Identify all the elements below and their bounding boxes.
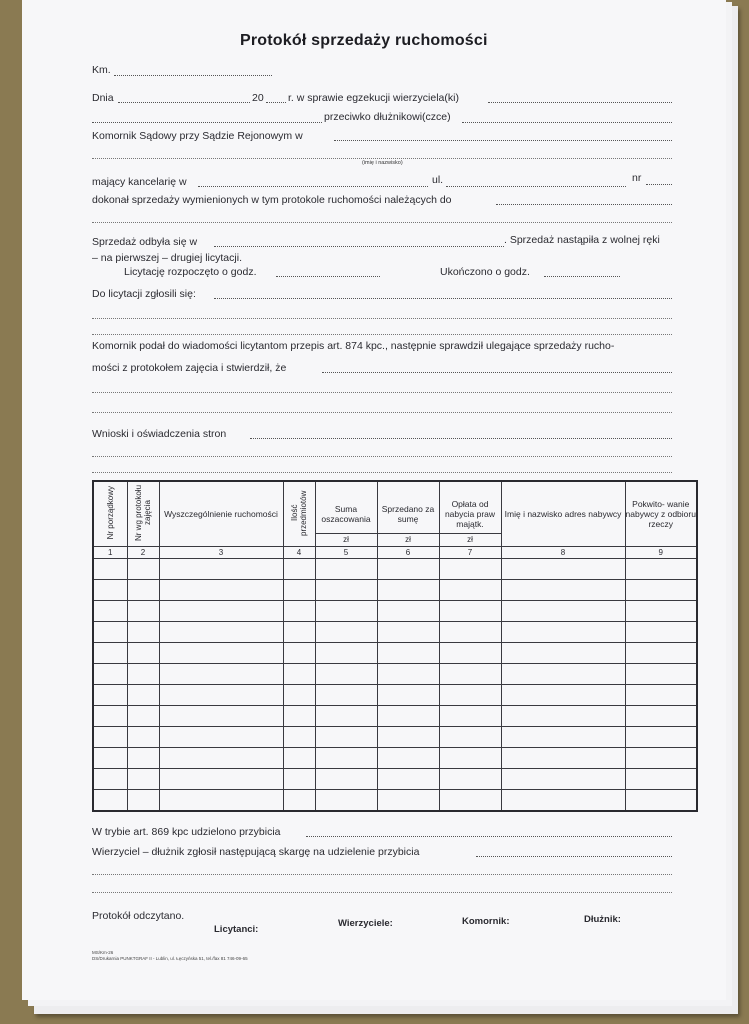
sale-text: dokonał sprzedaży wymienionych w tym protokole ruchomości należących do xyxy=(92,194,452,206)
column-header-label: Sprzedano za sumę xyxy=(381,504,435,524)
column-header-label: Nr porządkowy xyxy=(105,486,115,540)
sign-bidders: Licytanci: xyxy=(214,924,259,935)
column-number: 3 xyxy=(159,547,283,559)
column-header-4 xyxy=(283,481,315,547)
column-header-label: Ilość przedmiotów xyxy=(290,490,308,536)
table-cell[interactable] xyxy=(283,559,315,580)
table-cell[interactable] xyxy=(159,643,283,664)
table-cell[interactable] xyxy=(159,664,283,685)
auction-text: – na pierwszej – drugiej licytacji. xyxy=(92,252,242,264)
motions-line-2[interactable] xyxy=(92,456,672,457)
table-row xyxy=(93,706,697,727)
complaint-field[interactable] xyxy=(476,856,672,857)
column-header-7 xyxy=(439,481,501,547)
column-header-8 xyxy=(501,481,625,547)
table-cell[interactable] xyxy=(377,601,439,622)
table-cell[interactable] xyxy=(625,769,697,790)
complaint-line-2[interactable] xyxy=(92,874,672,875)
table-cell[interactable] xyxy=(127,643,159,664)
place-field[interactable] xyxy=(214,246,504,247)
table-cell[interactable] xyxy=(315,790,377,812)
table-cell[interactable] xyxy=(127,727,159,748)
table-row xyxy=(93,748,697,769)
column-header-1 xyxy=(93,481,127,547)
table-cell[interactable] xyxy=(93,769,127,790)
column-header-label: Nr wg protokołu zajęcia xyxy=(134,484,152,542)
table-cell[interactable] xyxy=(315,769,377,790)
table-cell[interactable] xyxy=(283,769,315,790)
owner-line-2[interactable] xyxy=(92,222,672,223)
table-cell[interactable] xyxy=(159,748,283,769)
column-number: 9 xyxy=(625,547,697,559)
table-cell[interactable] xyxy=(93,664,127,685)
debtor-text: przeciwko dłużnikowi(czce) xyxy=(324,111,451,123)
table-cell[interactable] xyxy=(501,769,625,790)
table-row xyxy=(93,559,697,580)
table-cell[interactable] xyxy=(127,664,159,685)
place-text: Sprzedaż odbyła się w xyxy=(92,236,198,248)
table-cell[interactable] xyxy=(501,790,625,812)
table-cell[interactable] xyxy=(315,706,377,727)
table-row xyxy=(93,790,697,812)
table-cell[interactable] xyxy=(501,559,625,580)
year-field[interactable] xyxy=(266,102,286,103)
table-cell[interactable] xyxy=(377,685,439,706)
table-cell[interactable] xyxy=(283,790,315,812)
table-cell[interactable] xyxy=(625,664,697,685)
motions-field[interactable] xyxy=(250,438,672,439)
table-cell[interactable] xyxy=(159,685,283,706)
table-cell[interactable] xyxy=(127,601,159,622)
bidders-line-3[interactable] xyxy=(92,334,672,335)
table-cell[interactable] xyxy=(127,622,159,643)
table-cell[interactable] xyxy=(377,664,439,685)
office-text: mający kancelarię w xyxy=(92,176,187,188)
table-cell[interactable] xyxy=(283,580,315,601)
table-cell[interactable] xyxy=(315,748,377,769)
debtor-field[interactable] xyxy=(462,122,672,123)
sign-bailiff: Komornik: xyxy=(462,916,510,927)
column-header-label: Imię i nazwisko adres nabywcy xyxy=(504,509,622,519)
table-cell[interactable] xyxy=(501,601,625,622)
table-cell[interactable] xyxy=(377,748,439,769)
table-cell[interactable] xyxy=(315,643,377,664)
table-cell[interactable] xyxy=(283,706,315,727)
column-number: 6 xyxy=(377,547,439,559)
table-cell[interactable] xyxy=(625,727,697,748)
table-cell[interactable] xyxy=(127,790,159,812)
table-cell[interactable] xyxy=(501,727,625,748)
table-cell[interactable] xyxy=(501,643,625,664)
table-row xyxy=(93,580,697,601)
table-cell[interactable] xyxy=(439,769,501,790)
table-cell[interactable] xyxy=(377,727,439,748)
notice-field[interactable] xyxy=(322,372,672,373)
km-label: Km. xyxy=(92,64,111,76)
table-cell[interactable] xyxy=(439,622,501,643)
table-cell[interactable] xyxy=(315,664,377,685)
table-cell[interactable] xyxy=(93,748,127,769)
year-prefix: 20 xyxy=(252,92,264,104)
table-cell[interactable] xyxy=(159,706,283,727)
column-number: 4 xyxy=(283,547,315,559)
table-cell[interactable] xyxy=(439,790,501,812)
column-unit: zł xyxy=(378,533,439,546)
award-field[interactable] xyxy=(306,836,672,837)
motions-text: Wnioski i oświadczenia stron xyxy=(92,428,227,440)
complaint-text: Wierzyciel – dłużnik zgłosił następującą skargę na udzielenie przybicia xyxy=(92,846,420,858)
table-cell[interactable] xyxy=(377,769,439,790)
read-text: Protokół odczytano. xyxy=(92,910,185,922)
footer-code: MS/Km-26 xyxy=(92,950,114,955)
form-title: Protokół sprzedaży ruchomości xyxy=(240,32,488,49)
award-text: W trybie art. 869 kpc udzielono przybicia xyxy=(92,826,281,838)
table-row xyxy=(93,769,697,790)
date-field[interactable] xyxy=(118,102,250,103)
table-cell[interactable] xyxy=(159,622,283,643)
table-cell[interactable] xyxy=(283,727,315,748)
table-cell[interactable] xyxy=(283,664,315,685)
table-cell[interactable] xyxy=(625,559,697,580)
column-header-9 xyxy=(625,481,697,547)
table-cell[interactable] xyxy=(439,664,501,685)
table-cell[interactable] xyxy=(439,685,501,706)
notice-line-2[interactable] xyxy=(92,392,672,393)
table-cell[interactable] xyxy=(283,601,315,622)
table-cell[interactable] xyxy=(93,559,127,580)
table-row xyxy=(93,643,697,664)
table-cell[interactable] xyxy=(439,748,501,769)
column-header-6 xyxy=(377,481,439,547)
auction-start-label: Licytację rozpoczęto o godz. xyxy=(124,266,257,278)
table-cell[interactable] xyxy=(127,706,159,727)
table-cell[interactable] xyxy=(283,685,315,706)
column-number: 1 xyxy=(93,547,127,559)
table-cell[interactable] xyxy=(315,727,377,748)
notice-text-2: mości z protokołem zajęcia i stwierdził, że xyxy=(92,362,287,374)
table-cell[interactable] xyxy=(625,706,697,727)
owner-field[interactable] xyxy=(496,204,672,205)
table-cell[interactable] xyxy=(315,685,377,706)
bidders-text: Do licytacji zgłosili się: xyxy=(92,288,196,300)
table-cell[interactable] xyxy=(127,769,159,790)
table-row xyxy=(93,727,697,748)
column-header-label: Suma oszacowania xyxy=(321,504,371,524)
table-cell[interactable] xyxy=(93,622,127,643)
table-cell[interactable] xyxy=(501,664,625,685)
case-text: r. w sprawie egzekucji wierzyciela(ki) xyxy=(288,92,459,104)
table-cell[interactable] xyxy=(93,685,127,706)
table-cell[interactable] xyxy=(439,727,501,748)
office-field[interactable] xyxy=(198,186,428,187)
table-row xyxy=(93,622,697,643)
table-cell[interactable] xyxy=(159,559,283,580)
table-cell[interactable] xyxy=(315,601,377,622)
column-header-2 xyxy=(127,481,159,547)
free-hand-text: . Sprzedaż nastąpiła z wolnej ręki xyxy=(504,234,660,246)
table-cell[interactable] xyxy=(127,748,159,769)
table-cell[interactable] xyxy=(377,790,439,812)
complaint-line-3[interactable] xyxy=(92,892,672,893)
sign-debtor: Dłużnik: xyxy=(584,914,621,925)
table-cell[interactable] xyxy=(439,580,501,601)
table-cell[interactable] xyxy=(93,601,127,622)
table-cell[interactable] xyxy=(377,706,439,727)
bidders-field[interactable] xyxy=(214,298,672,299)
table-cell[interactable] xyxy=(159,727,283,748)
column-number: 8 xyxy=(501,547,625,559)
bidders-line-2[interactable] xyxy=(92,318,672,319)
table-number-row xyxy=(93,547,697,559)
bailiff-name-line[interactable] xyxy=(92,158,672,159)
date-label: Dnia xyxy=(92,92,114,104)
table-cell[interactable] xyxy=(315,559,377,580)
table-cell[interactable] xyxy=(439,559,501,580)
column-unit: zł xyxy=(440,533,501,546)
table-cell[interactable] xyxy=(93,580,127,601)
creditor-field-2[interactable] xyxy=(92,122,322,123)
table-row xyxy=(93,601,697,622)
table-cell[interactable] xyxy=(625,685,697,706)
name-hint: (imię i nazwisko) xyxy=(362,160,403,166)
table-cell[interactable] xyxy=(501,580,625,601)
table-header-row xyxy=(93,481,697,547)
table-cell[interactable] xyxy=(377,580,439,601)
column-number: 5 xyxy=(315,547,377,559)
table-cell[interactable] xyxy=(93,643,127,664)
table-cell[interactable] xyxy=(501,622,625,643)
column-header-3 xyxy=(159,481,283,547)
creditor-field[interactable] xyxy=(488,102,672,103)
auction-end-label: Ukończono o godz. xyxy=(440,266,530,278)
number-field[interactable] xyxy=(646,184,672,185)
table-cell[interactable] xyxy=(625,643,697,664)
table-cell[interactable] xyxy=(625,601,697,622)
table-cell[interactable] xyxy=(127,580,159,601)
table-cell[interactable] xyxy=(159,790,283,812)
table-cell[interactable] xyxy=(501,685,625,706)
notice-line-3[interactable] xyxy=(92,412,672,413)
column-unit: zł xyxy=(316,533,377,546)
table-row xyxy=(93,685,697,706)
sign-creditors: Wierzyciele: xyxy=(338,918,393,929)
table-cell[interactable] xyxy=(625,748,697,769)
table-cell[interactable] xyxy=(377,643,439,664)
table-cell[interactable] xyxy=(315,622,377,643)
table-cell[interactable] xyxy=(439,601,501,622)
street-label: ul. xyxy=(432,174,444,186)
km-field[interactable] xyxy=(114,75,272,76)
table-cell[interactable] xyxy=(439,706,501,727)
footer-printer: DS/Drukarnia PUNKTGRAF II - Lublin, ul. Łęczyńska 51, tel./fax 81 746-09-65 xyxy=(92,956,248,961)
table-cell[interactable] xyxy=(283,622,315,643)
motions-line-3[interactable] xyxy=(92,472,672,473)
form-sheet xyxy=(22,0,726,1000)
column-header-label: Opłata od nabycia praw majątk. xyxy=(444,499,496,529)
table-cell[interactable] xyxy=(159,580,283,601)
auction-end-field[interactable] xyxy=(544,276,620,277)
table-cell[interactable] xyxy=(93,706,127,727)
table-cell[interactable] xyxy=(377,559,439,580)
column-number: 2 xyxy=(127,547,159,559)
column-header-label: Pokwito- wanie nabywcy z odbioru rzeczy xyxy=(625,499,696,529)
table-cell[interactable] xyxy=(159,769,283,790)
table-cell[interactable] xyxy=(283,643,315,664)
table-cell[interactable] xyxy=(625,622,697,643)
notice-text-1: Komornik podał do wiadomości licytantom przepis art. 874 kpc., następnie sprawdził ulegające sprzedaży rucho- xyxy=(92,340,615,352)
table-cell[interactable] xyxy=(93,790,127,812)
table-cell[interactable] xyxy=(501,748,625,769)
table-cell[interactable] xyxy=(93,727,127,748)
court-field[interactable] xyxy=(334,140,672,141)
table-cell[interactable] xyxy=(625,790,697,812)
column-number: 7 xyxy=(439,547,501,559)
table-cell[interactable] xyxy=(315,580,377,601)
bailiff-text: Komornik Sądowy przy Sądzie Rejonowym w xyxy=(92,130,303,142)
table-row xyxy=(93,664,697,685)
table-cell[interactable] xyxy=(159,601,283,622)
sales-table xyxy=(92,480,698,812)
auction-start-field[interactable] xyxy=(276,276,380,277)
street-field[interactable] xyxy=(446,186,626,187)
table-cell[interactable] xyxy=(127,559,159,580)
table-cell[interactable] xyxy=(127,685,159,706)
number-label: nr xyxy=(632,172,642,184)
table-cell[interactable] xyxy=(283,748,315,769)
table-cell[interactable] xyxy=(625,580,697,601)
table-cell[interactable] xyxy=(377,622,439,643)
table-cell[interactable] xyxy=(501,706,625,727)
column-header-label: Wyszczególnienie ruchomości xyxy=(164,509,278,519)
table-cell[interactable] xyxy=(439,643,501,664)
column-header-5 xyxy=(315,481,377,547)
